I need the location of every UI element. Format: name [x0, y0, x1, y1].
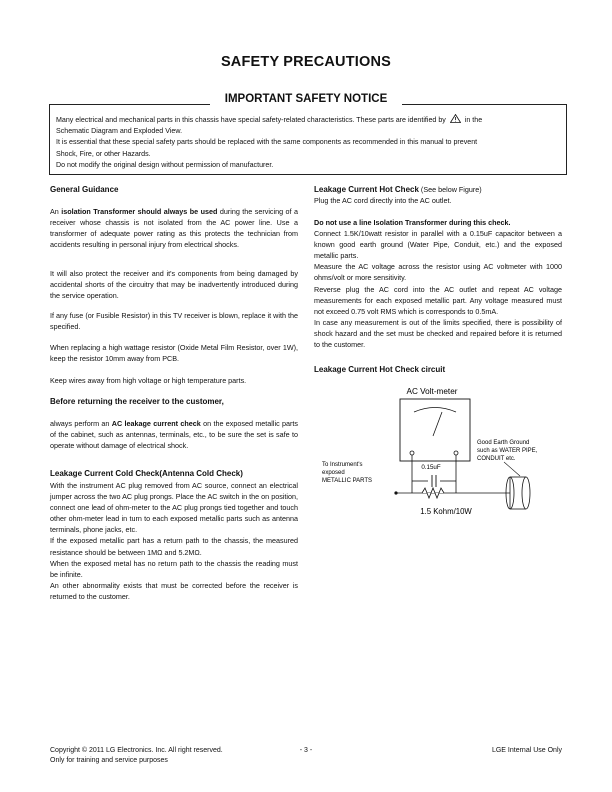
hot-check-text: Do not use a line Isolation Transformer during this check. Connect 1.5K/10watt resistor in parallel with a 0.15uF capacitor between a known good earth ground (Water Pipe, Conduit, etc.) and the exposed metallic parts. Measure the AC voltage across the resistor using AC voltmeter with 1000 ohms/volt or more sensitivity. Reverse plug the AC cord into the AC outlet and repeat AC voltage measurements for each exposed metallic part. Any voltage measured must not exceed 0.75 volt RMS which is corresponds to 0.5mA. In case any measurement is out of the limits specified, there is possibility of shock hazard and the set must be checked and repaired before it is returned to the customer. — [314, 218, 562, 350]
before-returning-heading: Before returning the receiver to the customer, — [50, 397, 224, 406]
notice-line-3: It is essential that these special safety parts should be replaced with the same components as recommended in this manual to prevent — [56, 138, 478, 147]
earth-pipe-end-right — [522, 477, 530, 509]
instrument-label-2: exposed — [322, 470, 345, 476]
cold-check-text: With the instrument AC plug removed from AC source, connect an electrical jumper across the two AC plug prongs. Place the AC switch in the on position, connect one lead of ohm-meter to the AC plug prongs tied together and touch other ohm-meter lead in turn to each exposed metallic parts such as antenna terminals, phone jacks, etc. If the exposed metallic part has a return path to the chassis, the measured resistance should be between 1MΩ and 5.2MΩ. When the exposed metal has no return path to the chassis the reading must be infinite. An other abnormality exists that must be corrected before the receiver is returned to the customer. — [50, 481, 298, 601]
notice-line-2: Schematic Diagram and Exploded View. — [56, 127, 183, 136]
voltmeter-label: AC Volt-meter — [406, 387, 458, 396]
ground-label-3: CONDUIT etc. — [477, 456, 516, 462]
notice-line-1: Many electrical and mechanical parts in this chassis have special safety-related characteristics. These parts are identified by — [56, 116, 446, 124]
safety-notice-text — [56, 114, 562, 171]
safety-notice-title: IMPORTANT SAFETY NOTICE — [210, 93, 402, 105]
page-title: SAFETY PRECAUTIONS — [220, 54, 392, 70]
ground-label-2: such as WATER PIPE, — [477, 448, 538, 454]
hot-check-heading: Leakage Current Hot Check (See below Figure) — [314, 185, 482, 194]
ground-label-1: Good Earth Ground — [477, 440, 530, 446]
meter-terminal-left — [410, 451, 414, 455]
meter-needle — [433, 412, 442, 436]
circuit-heading: Leakage Current Hot Check circuit — [314, 365, 446, 374]
instrument-label-3: METALLIC PARTS — [322, 478, 373, 484]
hot-check-circuit-diagram — [314, 378, 564, 528]
cold-check-heading: Leakage Current Cold Check(Antenna Cold Check) — [50, 469, 243, 478]
resistor-symbol — [422, 488, 444, 498]
probe-point — [394, 491, 397, 494]
resistor-label: 1.5 Kohm/10W — [420, 507, 472, 516]
guidance-paragraph-2: It will also protect the receiver and it's components from being damaged by accidental shorts of the circuitry that may be inadvertently introduced during the service operation. — [50, 269, 298, 301]
general-guidance-heading: General Guidance — [50, 185, 119, 194]
guidance-paragraph-3: If any fuse (or Fusible Resistor) in this TV receiver is blown, replace it with the specified. — [50, 311, 298, 332]
ground-leader-line — [504, 462, 520, 476]
guidance-paragraph-1: An isolation Transformer should always be used during the servicing of a receiver whose chassis is not isolated from the AC power line. Use a transformer of adequate power rating as this protects the technician from accidents resulting in personal injury from electrical shocks. — [50, 207, 299, 250]
hot-check-line-1: Plug the AC cord directly into the AC outlet. — [314, 196, 452, 205]
capacitor-label: 0.15uF — [421, 464, 441, 471]
footer-page-number: - 3 - — [299, 747, 313, 754]
meter-scale-arc — [414, 408, 456, 413]
footer-internal-use: LGE Internal Use Only — [491, 747, 562, 754]
guidance-paragraph-4: When replacing a high wattage resistor (Oxide Metal Film Resistor, over 1W), keep the resistor 10mm away from PCB. — [50, 343, 298, 364]
ac-leakage-paragraph: always perform an AC leakage current check on the exposed metallic parts of the cabinet, such as antennas, terminals, etc., to be sure the set is safe to operate without damage of electrical shock. — [50, 419, 299, 451]
footer-copyright: Copyright © 2011 LG Electronics. Inc. All right reserved. — [50, 747, 223, 754]
meter-terminal-right — [454, 451, 458, 455]
instrument-label-1: To Instrument's — [322, 462, 363, 468]
footer-training: Only for training and service purposes — [50, 756, 168, 764]
notice-line-1-end: in the — [464, 116, 483, 124]
notice-line-5: Do not modify the original design without permission of manufacturer. — [56, 160, 274, 169]
warning-triangle-icon — [450, 114, 461, 123]
guidance-paragraph-5: Keep wires away from high voltage or high temperature parts. — [50, 376, 247, 385]
notice-line-4: Shock, Fire, or other Hazards. — [56, 149, 151, 158]
